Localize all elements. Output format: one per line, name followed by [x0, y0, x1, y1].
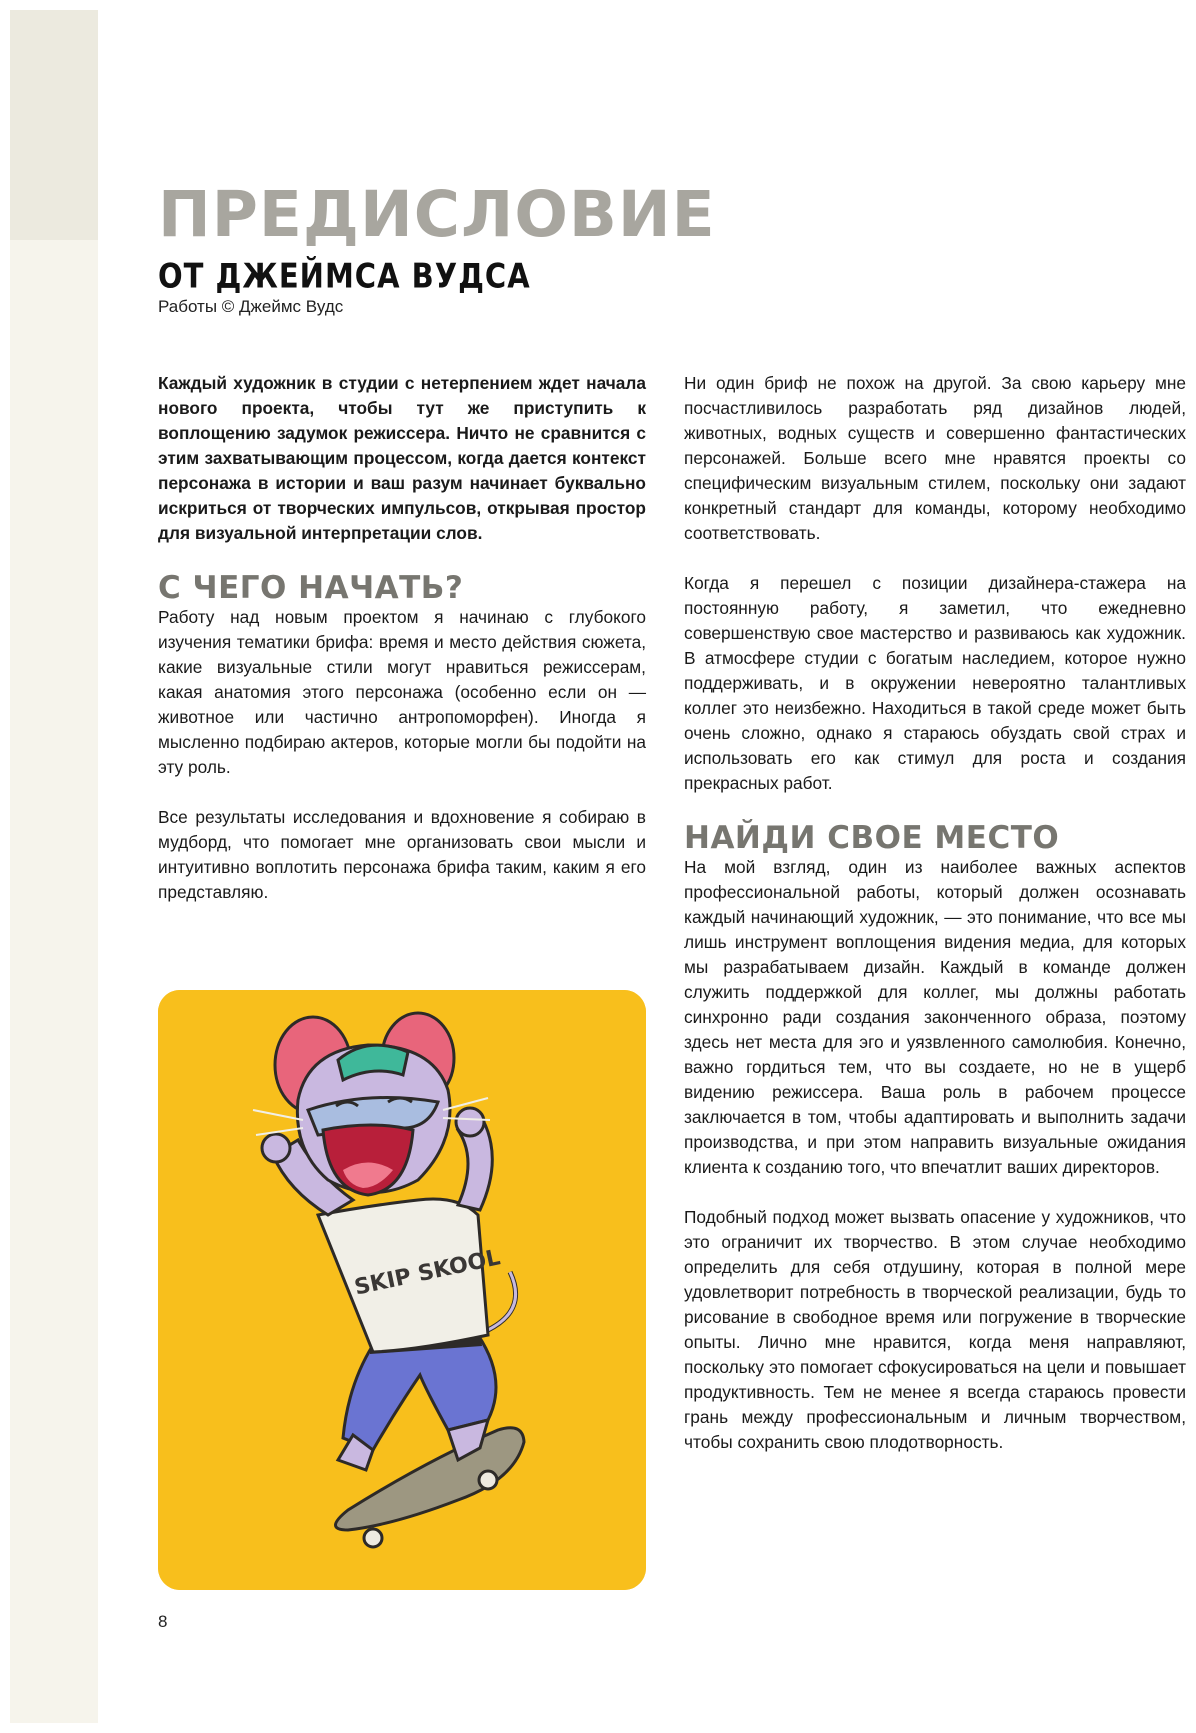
page-side-tab — [10, 10, 98, 240]
page-side-strip — [10, 10, 98, 1723]
skateboarding-mouse-illustration — [158, 990, 646, 1590]
body-paragraph: Ни один бриф не похож на другой. За свою карьеру мне посчастливилось разработать ряд дизайнов людей, животных, водных существ и совершенно фантастических персонажей. Больше всего мне нравятся проекты со специфическим визуальным стилем, поскольку они задают конкретный стандарт для команды, которому необходимо соответствовать. — [684, 373, 1186, 543]
page-subtitle: ОТ ДЖЕЙМСА ВУДСА — [158, 255, 531, 296]
body-paragraph: На мой взгляд, один из наиболее важных аспектов профессиональной работы, который должен осознавать каждый начинающий художник, — это понимание, что все мы лишь инструмент воплощения видения медиа, для которых мы разрабатываем дизайн. Каждый в команде должен служить поддержкой для коллег, мы должны работать синхронно ради создания законченного образа, поэтому здесь нет места для эго и уязвленного самолюбия. Конечно, важно гордиться тем, что вы создаете, но не в ущерб видению режиссера. Ваша роль в рабочем процессе заключается в том, чтобы адаптировать и выполнить задачи производства, и при этом направить визуальные ожидания клиента к созданию того, что впечатлит ваших директоров. — [684, 857, 1186, 1177]
shirt-text: SKIP SKOOL — [352, 1245, 503, 1301]
body-paragraph: Работу над новым проектом я начинаю с глубокого изучения тематики брифа: время и место действия сюжета, какие визуальные стили могут нравиться режиссерам, какая анатомия этого персонажа (особенно если он — животное или частично антропоморфен). Иногда я мысленно подбираю актеров, которые могли бы подойти на эту роль. — [158, 607, 646, 777]
body-paragraph: Подобный подход может вызвать опасение у художников, что это ограничит их творчество. В этом случае необходимо определить для себя отдушину, которая в полной мере удовлетворит потребность в творческой реализации, будь то рисование в свободное время или погружение в творческие опыты. Лично мне нравится, когда меня направляют, поскольку это помогает сфокусироваться на цели и повышает продуктивность. Тем не менее я всегда стараюсь провести грань между профессиональным и личным творчеством, чтобы сохранить свою плодотворность. — [684, 1207, 1186, 1452]
character-illustration — [158, 990, 646, 1590]
lead-paragraph: Каждый художник в студии с нетерпением ждет начала нового проекта, чтобы тут же приступить к воплощению задумок режиссера. Ничто не сравнится с этим захватывающим процессом, когда дается контекст персонажа в истории и ваш разум начинает буквально искриться от творческих импульсов, открывая простор для визуальной интерпретации слов. — [158, 373, 646, 543]
section-heading-find-your-place: НАЙДИ СВОЕ МЕСТО — [684, 820, 1060, 856]
page-title: ПРЕДИСЛОВИЕ — [158, 178, 716, 251]
body-paragraph: Все результаты исследования и вдохновение я собираю в мудборд, что помогает мне организовать свои мысли и интуитивно воплотить персонажа брифа таким, каким я его представляю. — [158, 807, 646, 902]
body-paragraph: Когда я перешел с позиции дизайнера-стажера на постоянную работу, я заметил, что ежедневно совершенствую свое мастерство и развиваюсь как художник. В атмосфере студии с богатым наследием, которое нужно поддерживать, и в окружении невероятно талантливых коллег это неизбежно. Находиться в такой среде может быть очень сложно, однако я стараюсь обуздать свой страх и использовать его как стимул для роста и создания прекрасных работ. — [684, 573, 1186, 793]
right-column — [684, 371, 1186, 1480]
left-column — [158, 371, 646, 930]
section-heading-where-to-start: С ЧЕГО НАЧАТЬ? — [158, 570, 464, 606]
artwork-credit: Работы © Джеймс Вудс — [158, 297, 344, 316]
page-number: 8 — [158, 1612, 168, 1631]
